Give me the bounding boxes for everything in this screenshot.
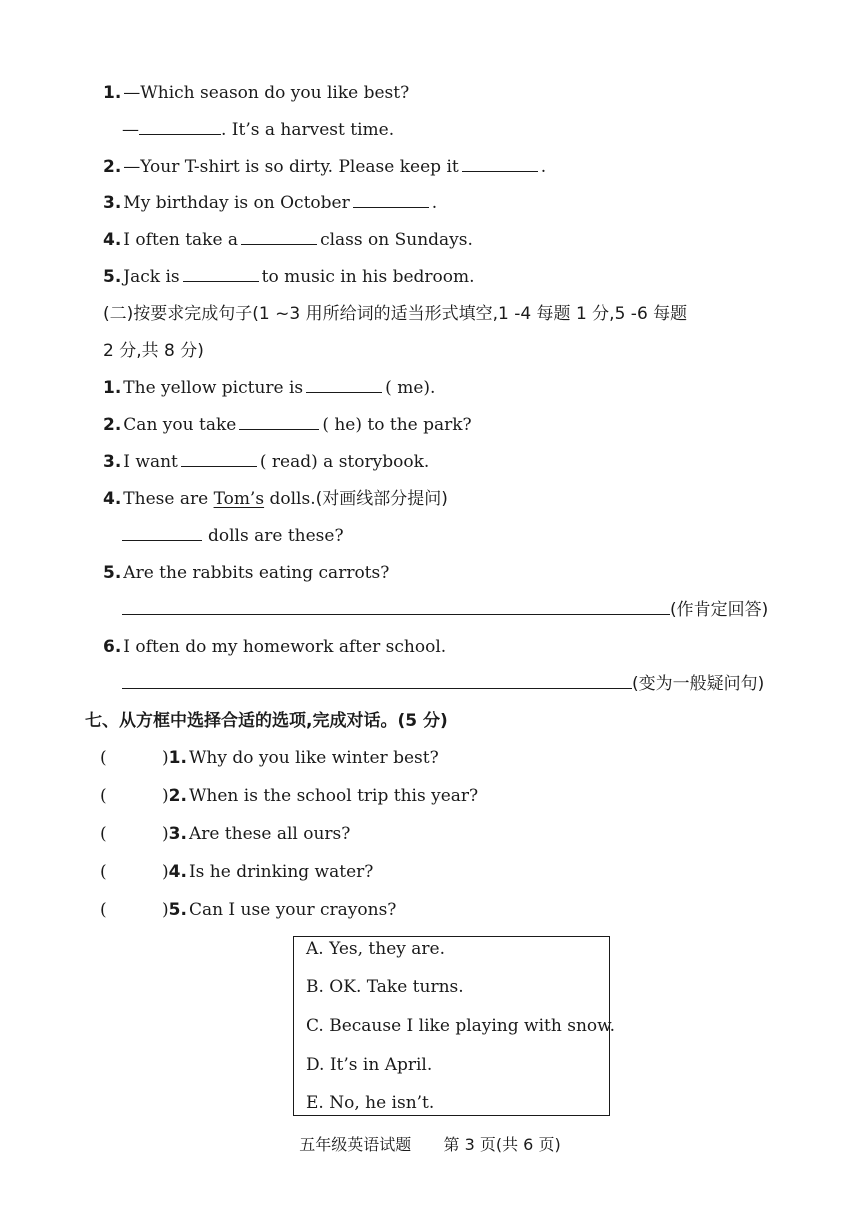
p2-q2-line: [103, 414, 472, 436]
question-text: Are the rabbits eating carrots?: [123, 563, 390, 583]
option-e: E. No, he isn’t.: [306, 1093, 435, 1113]
hint-word: ( he) to the park?: [322, 415, 472, 435]
question-number: 4.: [103, 230, 122, 250]
answer-paren[interactable]: [100, 861, 162, 883]
p2-q4-line: [103, 488, 448, 510]
question-text: class on Sundays.: [320, 230, 473, 250]
question-number: 5.: [103, 267, 122, 287]
question-text: My birthday is on October: [123, 193, 350, 213]
answer-paren[interactable]: [100, 899, 162, 921]
question-text: —Your T-shirt is so dirty. Please keep it: [123, 157, 459, 177]
p2-q3-line: [103, 451, 429, 473]
answer-blank[interactable]: [181, 452, 257, 467]
answer-blank[interactable]: [139, 120, 221, 135]
footer-title: 五年级英语试题: [299, 1135, 412, 1154]
question-number: 6.: [103, 637, 122, 657]
paren-open: (: [100, 824, 107, 844]
answer-paren[interactable]: [100, 785, 162, 807]
question-number: 3.: [103, 452, 122, 472]
option-b: B. OK. Take turns.: [306, 977, 464, 997]
question-number: 1.: [168, 748, 187, 768]
question-text: .: [540, 157, 547, 177]
s7-item-3: [100, 823, 350, 845]
page-number: 第 3 页(共 6 页): [443, 1135, 561, 1154]
answer-blank[interactable]: [462, 157, 538, 172]
question-number: 2.: [103, 157, 122, 177]
q1-line: [103, 82, 409, 104]
q5-line: [103, 266, 475, 288]
question-number: 5.: [103, 563, 122, 583]
question-text: .: [431, 193, 438, 213]
answer-blank[interactable]: [353, 193, 429, 208]
question-number: 3.: [168, 824, 187, 844]
answer-blank[interactable]: [239, 415, 319, 430]
question-text: to music in his bedroom.: [261, 267, 475, 287]
paren-close: ): [162, 824, 169, 844]
question-number: 3.: [103, 193, 122, 213]
hint-word: ( me).: [385, 378, 436, 398]
question-text: . It’s a harvest time.: [221, 120, 395, 140]
part2-heading: (二)按要求完成句子(1 ~3 用所给词的适当形式填空,1 -4 每题 1 分,5 -6 每题: [103, 304, 688, 324]
paren-close: ): [162, 862, 169, 882]
q2-line: [103, 156, 546, 178]
question-text: Are these all ours?: [188, 824, 351, 844]
option-d: D. It’s in April.: [306, 1055, 433, 1075]
question-number: 2.: [168, 786, 187, 806]
p2-q5-answer-line: [122, 599, 768, 621]
question-text: —Which season do you like best?: [123, 83, 410, 103]
question-text: When is the school trip this year?: [188, 786, 479, 806]
question-text: Why do you like winter best?: [188, 748, 439, 768]
hint-word: ( read) a storybook.: [259, 452, 430, 472]
question-text: I often do my homework after school.: [123, 637, 447, 657]
s7-item-2: [100, 785, 478, 807]
paren-open: (: [100, 748, 107, 768]
underlined-word: Tom’s: [213, 489, 265, 509]
answer-paren[interactable]: [100, 747, 162, 769]
question-text: These are: [123, 489, 209, 509]
s7-item-1: [100, 747, 439, 769]
s7-item-4: [100, 861, 373, 883]
p2-q6-answer-line: [122, 673, 764, 695]
question-number: 1.: [103, 83, 122, 103]
question-text: dolls.: [269, 489, 316, 509]
question-text: I often take a: [123, 230, 239, 250]
option-c: C. Because I like playing with snow.: [306, 1016, 616, 1036]
answer-blank[interactable]: [122, 674, 632, 689]
paren-close: ): [162, 786, 169, 806]
question-number: 2.: [103, 415, 122, 435]
p2-q1-line: [103, 377, 435, 399]
question-text: Can you take: [123, 415, 237, 435]
dash: —: [122, 120, 139, 140]
paren-open: (: [100, 786, 107, 806]
p2-q4-answer-line: [122, 525, 344, 547]
answer-blank[interactable]: [122, 600, 670, 615]
question-text: Is he drinking water?: [188, 862, 374, 882]
p2-q5-line: [103, 562, 389, 584]
section7-heading: 七、从方框中选择合适的选项,完成对话。(5 分): [85, 711, 448, 731]
paren-close: ): [162, 748, 169, 768]
question-text: Jack is: [123, 267, 180, 287]
question-number: 4.: [103, 489, 122, 509]
instruction-note: (作肯定回答): [670, 600, 769, 620]
q4-line: [103, 229, 473, 251]
answer-blank[interactable]: [183, 267, 259, 282]
q1-answer-line: [122, 119, 394, 141]
paren-open: (: [100, 900, 107, 920]
options-box: [293, 936, 616, 1116]
page-footer: [0, 1132, 860, 1155]
paren-open: (: [100, 862, 107, 882]
p2-q6-line: [103, 636, 446, 658]
option-a: A. Yes, they are.: [306, 939, 445, 959]
instruction-note: (变为一般疑问句): [632, 674, 765, 694]
answer-blank[interactable]: [241, 230, 317, 245]
question-number: 1.: [103, 378, 122, 398]
answer-blank[interactable]: [122, 526, 202, 541]
question-text: dolls are these?: [208, 526, 344, 546]
answer-paren[interactable]: [100, 823, 162, 845]
question-text: I want: [123, 452, 178, 472]
question-text: The yellow picture is: [123, 378, 304, 398]
s7-item-5: [100, 899, 396, 921]
question-number: 4.: [168, 862, 187, 882]
q3-line: [103, 192, 437, 214]
question-number: 5.: [168, 900, 187, 920]
question-text: Can I use your crayons?: [188, 900, 397, 920]
answer-blank[interactable]: [306, 378, 382, 393]
paren-close: ): [162, 900, 169, 920]
part2-heading-cont: 2 分,共 8 分): [103, 341, 204, 361]
instruction-note: (对画线部分提问): [315, 489, 448, 509]
